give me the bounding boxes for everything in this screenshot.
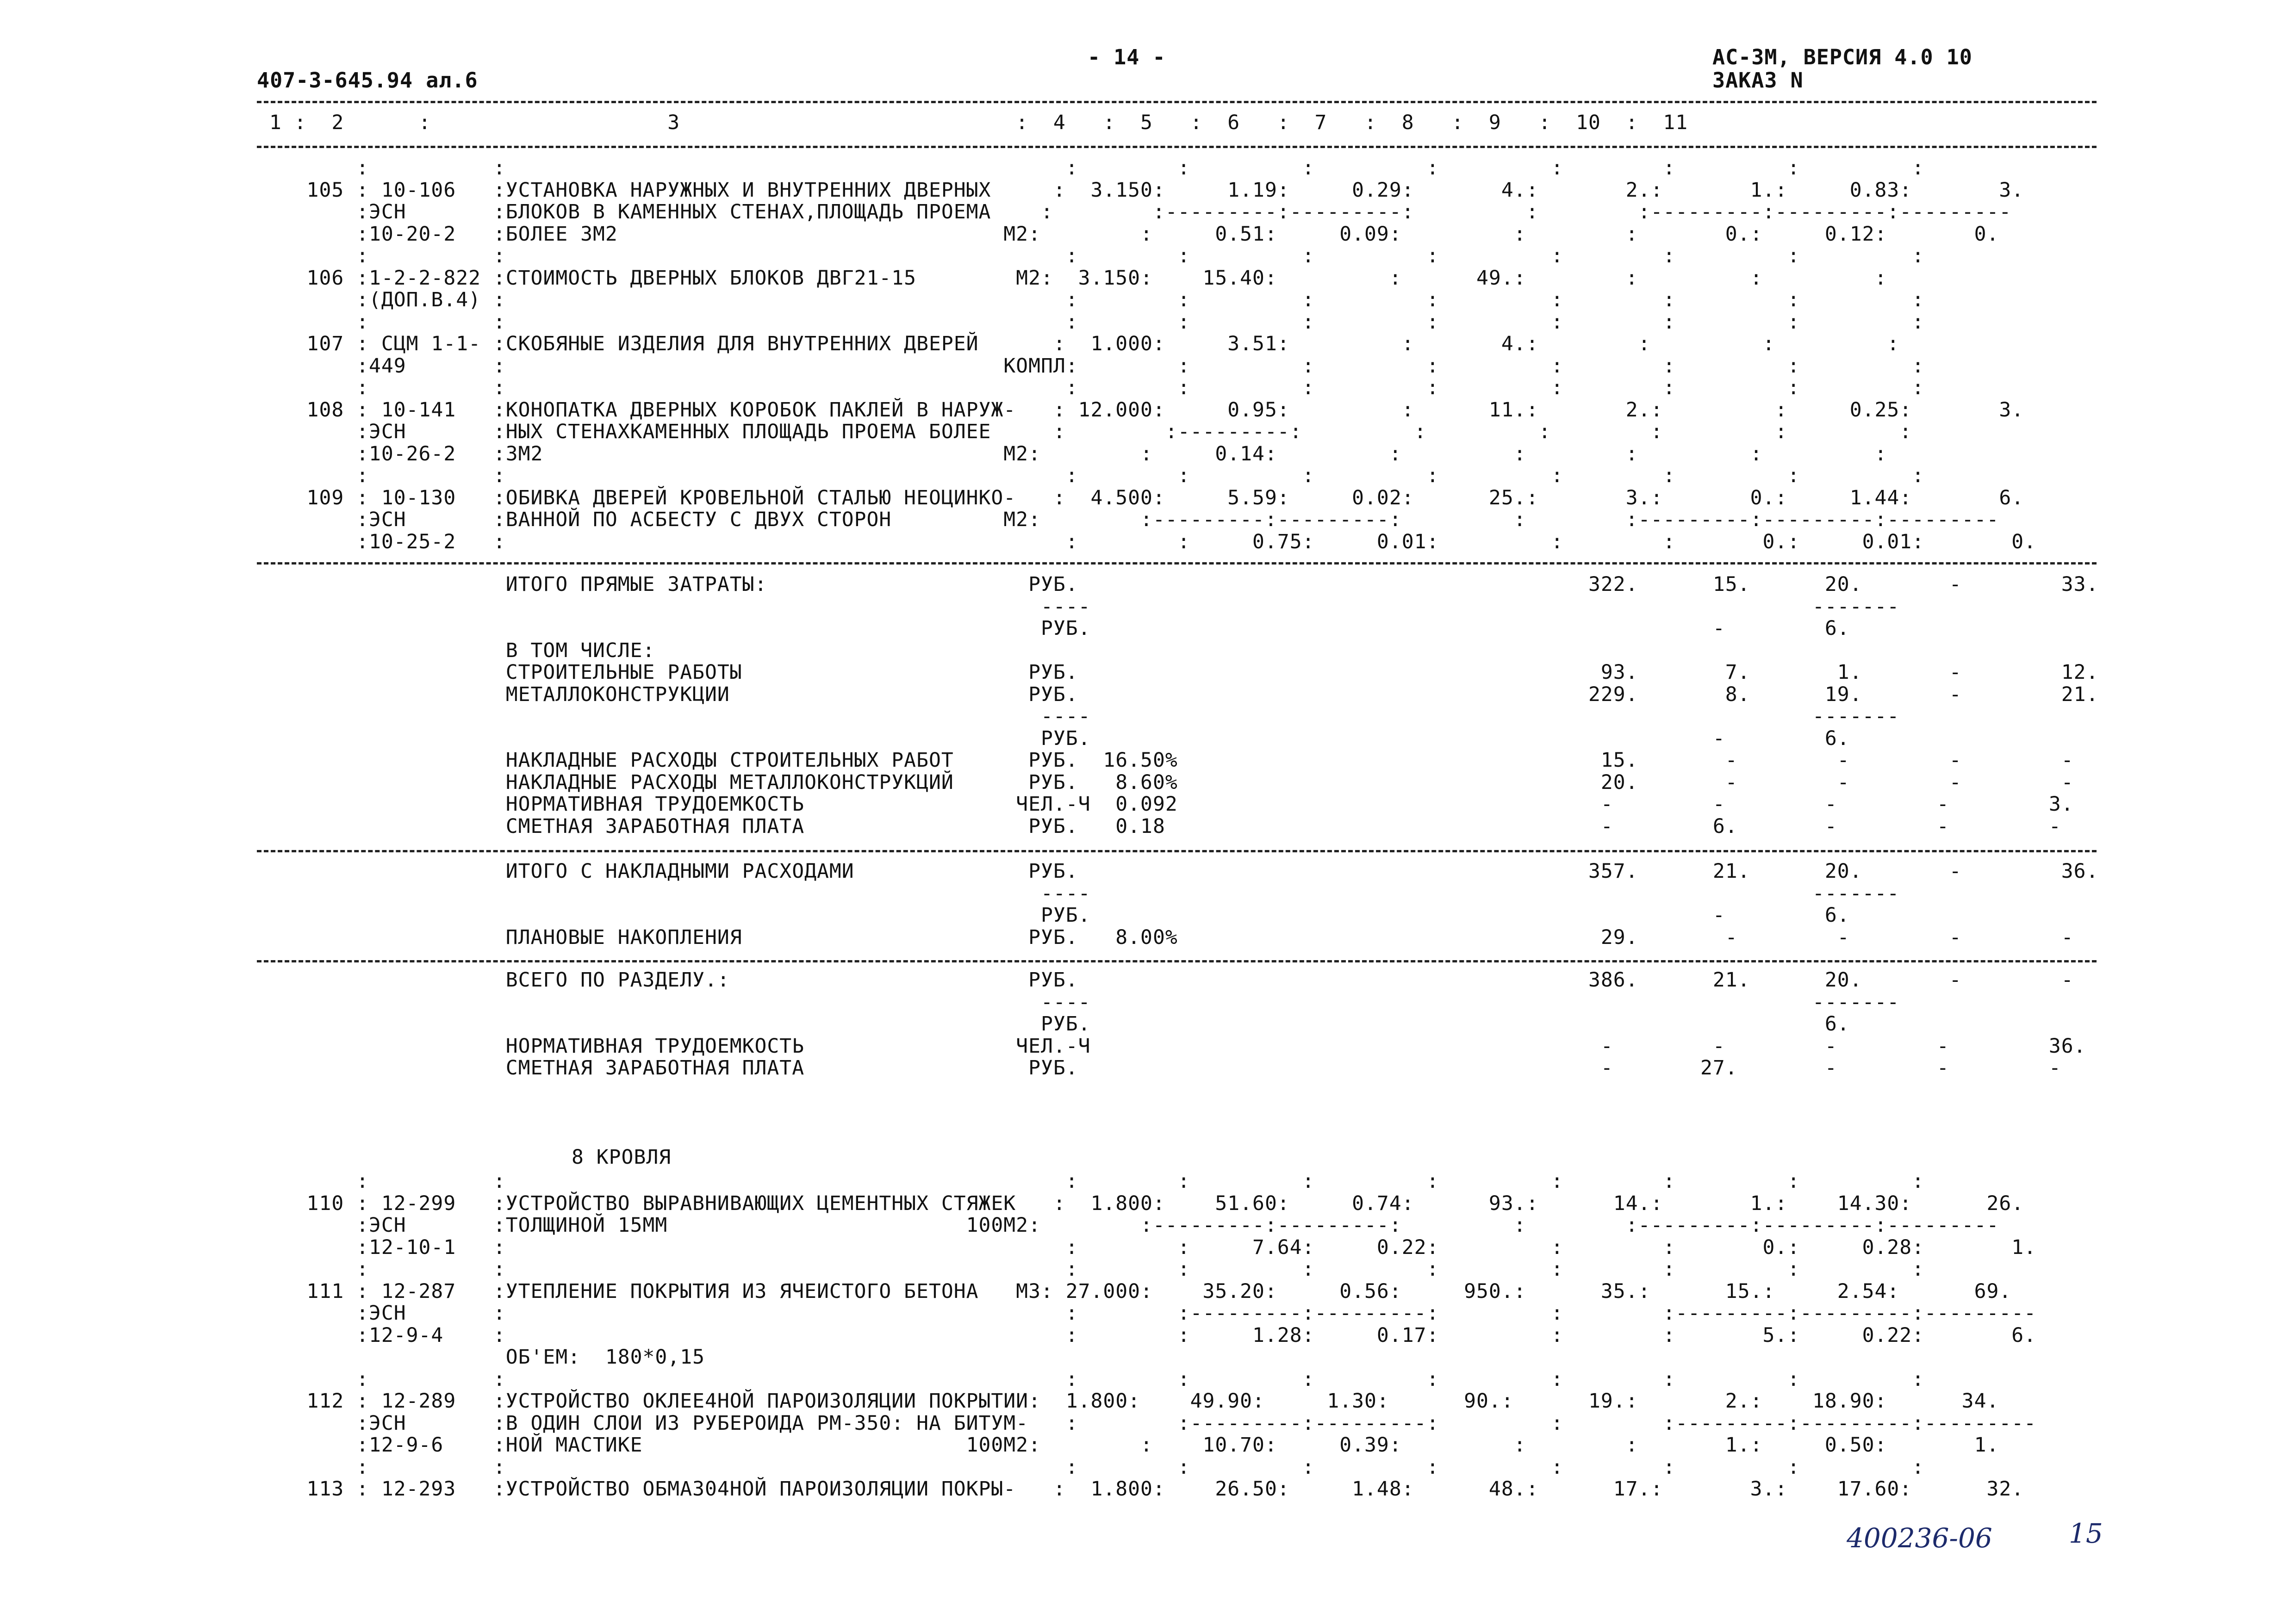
document-line: :10-25-2 : : : 0.75: 0.01: : : 0.: 0.01: 0. xyxy=(257,530,2037,553)
document-line: :449 : КОМПЛ: : : : : : : : xyxy=(257,354,1925,378)
document-line: : : : : : : : : : : xyxy=(257,1258,1925,1281)
document-line: РУБ. - 6. xyxy=(257,617,1850,640)
document-line: ИТОГО С НАКЛАДНЫМИ РАСХОДАМИ РУБ. 357. 21. 20. - 36. xyxy=(257,860,2099,883)
document-line: 109 : 10-130 :ОБИВКА ДВЕРЕЙ КРОВЕЛЬНОЙ СТАЛЬЮ НЕОЦИНКО- : 4.500: 5.59: 0.02: 25.: 3.: 0.: 1.44: 6. xyxy=(257,486,2024,509)
document-line: ВСЕГО ПО РАЗДЕЛУ.: РУБ. 386. 21. 20. - - xyxy=(257,968,2074,992)
document-line: :12-9-6 :НОЙ МАСТИКЕ 100М2: : 10.70: 0.39: : : 1.: 0.50: 1. xyxy=(257,1433,1999,1457)
document-line: : : : : : : : : : : xyxy=(257,156,1925,180)
document-line: 107 : СЦМ 1-1- :СКОБЯНЫЕ ИЗДЕЛИЯ ДЛЯ ВНУТРЕННИХ ДВЕРЕЙ : 1.000: 3.51: : 4.: : : : xyxy=(257,332,1900,355)
section-title: 8 КРОВЛЯ xyxy=(572,1146,672,1169)
document-line: ПЛАНОВЫЕ НАКОПЛЕНИЯ РУБ. 8.00% 29. - - - - xyxy=(257,925,2074,949)
document-line: :10-26-2 :3М2 М2: : 0.14: : : : : : xyxy=(257,442,1887,465)
document-line: : : : : : : : : : : xyxy=(257,1367,1925,1391)
handwritten-page-number: 15 xyxy=(2069,1518,2103,1549)
document-line: :ЭСН :БЛОКОВ В КАМЕННЫХ СТЕНАХ,ПЛОЩАДЬ ПРОЕМА : :---------:---------: : :---------:---------:--------- xyxy=(257,200,2012,223)
document-line: СМЕТНАЯ ЗАРАБОТНАЯ ПЛАТА РУБ. - 27. - - - xyxy=(257,1056,2061,1079)
document-line: СТРОИТЕЛЬНЫЕ РАБОТЫ РУБ. 93. 7. 1. - 12. xyxy=(257,661,2099,684)
document-line: НОРМАТИВНАЯ ТРУДОЕМКОСТЬ ЧЕЛ.-Ч 0.092 - - - - 3. xyxy=(257,793,2074,816)
document-line: 112 : 12-289 :УСТРОЙСТВО ОКЛЕЕ4НОЙ ПАРОИЗОЛЯЦИИ ПОКРЫТИИ: 1.800: 49.90: 1.30: 90.: 19.: 2.: 18.90: 34. xyxy=(257,1390,1999,1413)
order-number: ЗАКАЗ N xyxy=(1712,68,1804,93)
document-line: ---- ------- xyxy=(257,881,1900,905)
rule-under-header xyxy=(257,146,2097,148)
document-line: :ЭСН :ВАННОЙ ПО АСБЕСТУ С ДВУХ СТОРОН М2: :---------:---------: : :---------:---------:--------- xyxy=(257,508,1999,531)
page-number: - 14 - xyxy=(1088,45,1166,69)
rule-after-109 xyxy=(257,562,2097,565)
document-line: : : : : : : : : : : xyxy=(257,244,1925,267)
document-line: 106 :1-2-2-822 :СТОИМОСТЬ ДВЕРНЫХ БЛОКОВ ДВГ21-15 М2: 3.150: 15.40: : 49.: : : : xyxy=(257,266,1887,290)
document-line: : : : : : : : : : : xyxy=(257,376,1925,399)
document-line: РУБ. 6. xyxy=(257,1012,1850,1036)
document-line: :(ДОП.В.4) : : : : : : : : : xyxy=(257,288,1925,311)
rule-after-direct xyxy=(257,850,2097,852)
document-line: РУБ. - 6. xyxy=(257,726,1850,750)
document-line: :ЭСН : : :---------:---------: : :---------:---------:--------- xyxy=(257,1302,2037,1325)
document-line: 105 : 10-106 :УСТАНОВКА НАРУЖНЫХ И ВНУТРЕННИХ ДВЕРНЫХ : 3.150: 1.19: 0.29: 4.: 2.: 1.: 0.83: 3. xyxy=(257,178,2024,202)
document-line: :ЭСН :НЫХ СТЕНАХКАМЕННЫХ ПЛОЩАДЬ ПРОЕМА БОЛЕЕ : :---------: : : : : : xyxy=(257,420,1912,443)
document-line: НОРМАТИВНАЯ ТРУДОЕМКОСТЬ ЧЕЛ.-Ч - - - - 36. xyxy=(257,1034,2086,1058)
document-line: ОБ'ЕМ: 180*0,15 xyxy=(257,1346,705,1369)
document-line: 108 : 10-141 :КОНОПАТКА ДВЕРНЫХ КОРОБОК ПАКЛЕЙ В НАРУЖ- : 12.000: 0.95: : 11.: 2.: : 0.25: 3. xyxy=(257,398,2024,422)
document-line: : : : : : : : : : : xyxy=(257,1170,1925,1193)
document-line: МЕТАЛЛОКОНСТРУКЦИИ РУБ. 229. 8. 19. - 21. xyxy=(257,682,2099,706)
document-line: СМЕТНАЯ ЗАРАБОТНАЯ ПЛАТА РУБ. 0.18 - 6. - - - xyxy=(257,814,2061,838)
document-line: : : : : : : : : : : xyxy=(257,310,1925,334)
column-numbers-row: 1 : 2 : 3 : 4 : 5 : 6 : 7 : 8 : 9 : 10 : 11 xyxy=(257,111,1688,134)
program-version: АС-3М, ВЕРСИЯ 4.0 10 xyxy=(1712,45,1972,69)
document-line: В ТОМ ЧИСЛЕ: xyxy=(257,639,655,662)
document-line: 113 : 12-293 :УСТРОЙСТВО ОБМАЗ04НОЙ ПАРОИЗОЛЯЦИИ ПОКРЫ- : 1.800: 26.50: 1.48: 48.: 17.: 3.: 17.60: 32. xyxy=(257,1477,2024,1501)
document-line: 110 : 12-299 :УСТРОЙСТВО ВЫРАВНИВАЮЩИХ ЦЕМЕНТНЫХ СТЯЖЕК : 1.800: 51.60: 0.74: 93.: 14.: 1.: 14.30: 26. xyxy=(257,1191,2024,1215)
document-line: :12-9-4 : : : 1.28: 0.17: : : 5.: 0.22: 6. xyxy=(257,1323,2037,1347)
document-line: : : : : : : : : : : xyxy=(257,464,1925,487)
document-line: :12-10-1 : : : 7.64: 0.22: : : 0.: 0.28: 1. xyxy=(257,1235,2037,1259)
document-line: НАКЛАДНЫЕ РАСХОДЫ МЕТАЛЛОКОНСТРУКЦИЙ РУБ. 8.60% 20. - - - - xyxy=(257,770,2074,794)
rule-top xyxy=(257,101,2097,103)
document-line: ---- ------- xyxy=(257,705,1900,728)
document-line: ИТОГО ПРЯМЫЕ ЗАТРАТЫ: РУБ. 322. 15. 20. - 33. xyxy=(257,573,2099,596)
document-line: ---- ------- xyxy=(257,990,1900,1014)
handwritten-archive-number: 400236-06 xyxy=(1847,1522,1992,1554)
document-line: РУБ. - 6. xyxy=(257,904,1850,927)
document-code: 407-3-645.94 ал.6 xyxy=(257,68,478,93)
document-line: :10-20-2 :БОЛЕЕ 3М2 М2: : 0.51: 0.09: : : 0.: 0.12: 0. xyxy=(257,222,1999,246)
document-line: : : : : : : : : : : xyxy=(257,1455,1925,1479)
document-line: 111 : 12-287 :УТЕПЛЕНИЕ ПОКРЫТИЯ ИЗ ЯЧЕИСТОГО БЕТОНА М3: 27.000: 35.20: 0.56: 950.: 35.: 15.: 2.54: 69. xyxy=(257,1279,2012,1303)
document-line: ---- ------- xyxy=(257,595,1900,618)
rule-after-overheads xyxy=(257,960,2097,962)
document-line: :ЭСН :ТОЛЩИНОЙ 15ММ 100М2: :---------:---------: : :---------:---------:--------- xyxy=(257,1214,1999,1237)
document-line: НАКЛАДНЫЕ РАСХОДЫ СТРОИТЕЛЬНЫХ РАБОТ РУБ. 16.50% 15. - - - - xyxy=(257,749,2074,772)
document-line: :ЭСН :В ОДИН СЛОИ ИЗ РУБЕРОИДА РМ-350: НА БИТУМ- : :---------:---------: : :---------:---------:--------- xyxy=(257,1411,2037,1435)
